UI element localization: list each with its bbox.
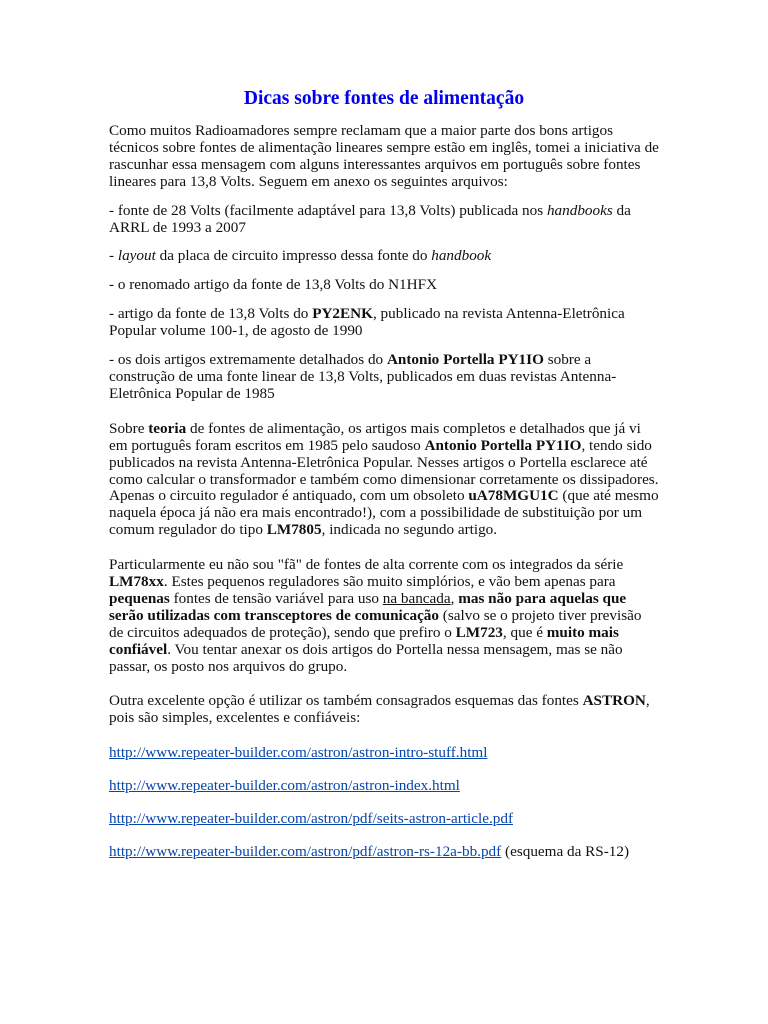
text-run: , tendo sido publicados na revista Antenna-Eletrônica Popular. Nesses artigos o Portella esclarece até como calcular o transformador e também como dimensionar corretamente os dissipadores. Apenas o circuito regulador é antiquado, com um obsoleto [109,436,659,505]
document-title: Dicas sobre fontes de alimentação [243,88,525,109]
bold-text: mas não para aquelas que serão utilizadas com transceptores de comunicação [109,589,627,624]
list-item-handbook [109,203,659,237]
bold-text: PY2ENK [312,305,373,323]
astron-intro-link[interactable]: http://www.repeater-builder.com/astron/astron-intro-stuff.html [109,744,488,762]
bold-text: Antonio Portella PY1IO [424,436,582,454]
bold-text: pequenas [109,589,170,607]
opinion-paragraph [109,557,659,675]
link-line [109,778,659,795]
text-run: fontes de tensão variável para uso [169,589,383,607]
list-item-layout [109,248,659,265]
text-run: , publicado na revista Antenna-Eletrônica Popular volume 100-1, de agosto de 1990 [109,305,625,340]
text-run: . Estes pequenos reguladores são muito simplórios, e vão bem apenas para [163,573,616,591]
bold-text: LM7805 [266,521,322,539]
astron-index-link[interactable]: http://www.repeater-builder.com/astron/astron-index.html [109,777,460,795]
link-line [109,745,659,762]
list-item-portella [109,352,659,403]
seits-astron-article-link[interactable]: http://www.repeater-builder.com/astron/pdf/seits-astron-article.pdf [109,810,514,828]
italic-text: handbook [431,247,492,265]
underlined-text: na bancada [382,589,451,607]
document-page [109,88,659,877]
italic-text: layout [117,247,156,265]
text-run: - artigo da fonte de 13,8 Volts do [109,305,313,323]
text-run: - fonte de 28 Volts (facilmente adaptável para 13,8 Volts) publicada nos [109,201,547,219]
list-item-n1hfx: - o renomado artigo da fonte de 13,8 Volts do N1HFX [109,276,438,294]
bold-text: teoria [148,419,187,437]
text-run: sobre a construção de uma fonte linear de 13,8 Volts, publicados em duas revistas Antenna-Eletrônica Popular de 1985 [109,351,617,402]
link-note: (esquema da RS-12) [501,843,630,860]
text-run: , que é [502,623,547,641]
bold-text: uA78MGU1C [468,487,559,505]
text-run: de fontes de alimentação, os artigos mais completos e detalhados que já vi em português foram escritos em 1985 pelo saudoso [109,419,641,454]
bold-text: muito mais confiável [109,623,619,658]
text-run: da ARRL de 1993 a 2007 [109,201,631,236]
bold-text: LM78xx [109,573,164,591]
astron-paragraph [109,693,659,727]
text-run: . Vou tentar anexar os dois artigos do Portella nessa mensagem, mas se não passar, os posto nos arquivos do grupo. [109,640,623,675]
italic-text: handbooks [546,201,613,219]
bold-text: Antonio Portella PY1IO [386,351,544,369]
text-run: , [450,589,459,607]
text-run: Outra excelente opção é utilizar os também consagrados esquemas das fontes [109,692,583,710]
link-line [109,844,659,861]
text-run: Sobre [109,419,149,437]
link-line [109,811,659,828]
list-item-py2enk [109,306,659,340]
text-run: , pois são simples, excelentes e confiáveis: [109,692,650,727]
text-run: da placa de circuito impresso dessa fonte do [155,247,432,265]
text-run: (salvo se o projeto tiver previsão de circuitos adequados de proteção), sendo que prefiro o [109,606,642,641]
astron-rs12a-link[interactable]: http://www.repeater-builder.com/astron/pdf/astron-rs-12a-bb.pdf [109,843,502,860]
bold-text: LM723 [455,623,503,641]
intro-paragraph: Como muitos Radioamadores sempre reclamam que a maior parte dos bons artigos técnicos sobre fontes de alimentação lineares sempre estão em inglês, tomei a iniciativa de rascunhar essa mensagem com alguns interessantes arquivos em português sobre fontes lineares para 13,8 Volts. Seguem em anexo os seguintes arquivos: [109,122,659,190]
text-run: , indicada no segundo artigo. [321,521,498,539]
text-run: - [109,247,118,265]
text-run: (que até mesmo naquela época já não era mais encontrado!), com a possibilidade de substituição por um comum regulador do tipo [109,487,659,539]
theory-paragraph [109,421,659,539]
text-run: Particularmente eu não sou "fã" de fontes de alta corrente com os integrados da série [109,556,624,574]
bold-text: ASTRON [582,692,646,710]
text-run: - os dois artigos extremamente detalhados do [109,351,387,369]
